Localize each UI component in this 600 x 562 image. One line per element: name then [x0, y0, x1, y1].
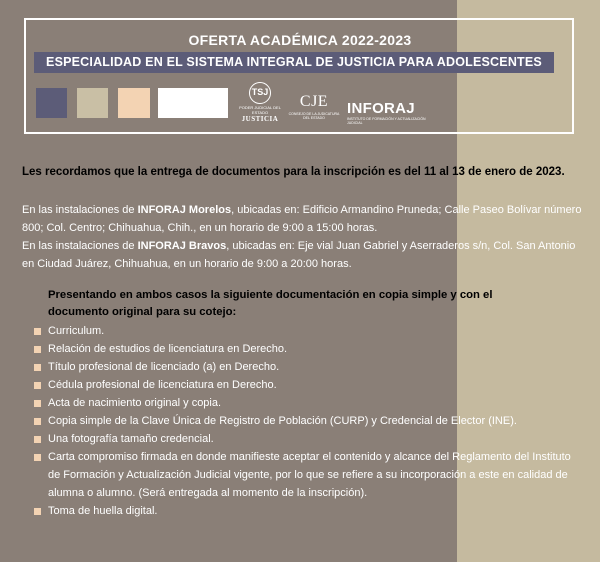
- subtitle-bar: ESPECIALIDAD EN EL SISTEMA INTEGRAL DE JUSTICIA PARA ADOLESCENTES: [34, 52, 554, 73]
- color-swatch-slate: [36, 88, 67, 118]
- square-bullet-icon: [34, 418, 41, 425]
- morelos-location-paragraph: [22, 201, 582, 237]
- tsj-logo: [238, 82, 282, 124]
- square-bullet-icon: [34, 328, 41, 335]
- list-item: Acta de nacimiento original y copia.: [34, 394, 574, 412]
- bravos-name: INFORAJ Bravos: [137, 240, 227, 252]
- square-bullet-icon: [34, 364, 41, 371]
- cje-logo-name: CJE: [299, 93, 329, 110]
- list-item: Título profesional de licenciado (a) en Derecho.: [34, 358, 574, 376]
- square-bullet-icon: [34, 436, 41, 443]
- tsj-logo-caption: PODER JUDICIAL DEL ESTADO: [239, 105, 281, 115]
- list-item: Toma de huella digital.: [34, 502, 574, 520]
- color-swatch-beige: [77, 88, 108, 118]
- inforaj-logo-caption: INSTITUTO DE FORMACIÓN Y ACTUALIZACIÓN JUDICIAL: [347, 117, 426, 125]
- square-bullet-icon: [34, 454, 41, 461]
- morelos-details: , ubicadas en: Edificio Armandino Pruneda; Calle Paseo Bolívar número 800; Col. Centro; Chihuahua, Chih., en un horario de 9:00 a 15:00 horas.: [22, 204, 582, 234]
- enrollment-date-notice: Les recordamos que la entrega de documentos para la inscripción es del 11 al 13 de enero de 2023.: [22, 166, 565, 178]
- cje-logo-caption: CONSEJO DE LA JUDICATURA DEL ESTADO: [288, 112, 340, 120]
- tsj-logo-name: JUSTICIA: [241, 115, 279, 123]
- list-item: Copia simple de la Clave Única de Registro de Población (CURP) y Credencial de Elector (INE).: [34, 412, 574, 430]
- cje-logo: [286, 94, 342, 120]
- page-title: OFERTA ACADÉMICA 2022-2023: [188, 32, 412, 48]
- square-bullet-icon: [34, 400, 41, 407]
- square-bullet-icon: [34, 346, 41, 353]
- morelos-name: INFORAJ Morelos: [137, 204, 232, 216]
- color-swatch-peach: [118, 88, 150, 118]
- list-item: Curriculum.: [34, 322, 574, 340]
- square-bullet-icon: [34, 508, 41, 515]
- list-item: Carta compromiso firmada en donde manifieste aceptar el contenido y alcance del Reglamento del Instituto de Formación y Actualización Judicial vigente, por lo que se refiere a su incorporación a este en calidad de alumna o alumno. (Será entregada al momento de la inscripción).: [34, 448, 574, 502]
- list-item: Cédula profesional de licenciatura en Derecho.: [34, 376, 574, 394]
- color-swatch-white: [158, 88, 228, 118]
- morelos-prefix: En las instalaciones de: [22, 204, 138, 216]
- list-item: Relación de estudios de licenciatura en Derecho.: [34, 340, 574, 358]
- inforaj-logo-name: INFORAJ: [347, 100, 415, 117]
- bravos-location-paragraph: [22, 237, 582, 273]
- documents-list: [34, 322, 574, 520]
- tsj-emblem-icon: TSJ: [249, 82, 271, 104]
- square-bullet-icon: [34, 382, 41, 389]
- inforaj-logo: [347, 101, 427, 125]
- list-item: Una fotografía tamaño credencial.: [34, 430, 574, 448]
- documents-intro: Presentando en ambos casos la siguiente documentación en copia simple y con el documento original para su cotejo:: [48, 289, 493, 318]
- bravos-prefix: En las instalaciones de: [22, 240, 138, 252]
- bravos-details: , ubicadas en: Eje vial Juan Gabriel y Aserraderos s/n, Col. San Antonio en Ciudad Juárez, Chihuahua, en un horario de 9:00 a 20:00 horas.: [22, 240, 576, 270]
